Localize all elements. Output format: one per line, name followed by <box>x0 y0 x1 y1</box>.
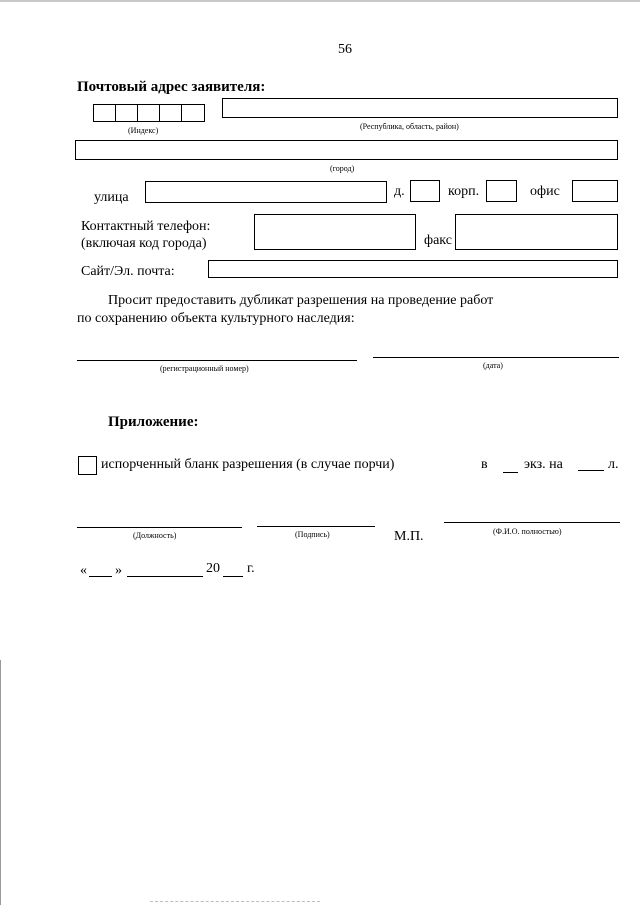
copies-count-line[interactable] <box>503 472 518 473</box>
region-field[interactable] <box>222 98 618 118</box>
office-field[interactable] <box>572 180 618 202</box>
position-caption: (Должность) <box>133 531 177 540</box>
office-label: офис <box>530 184 560 199</box>
year-suffix: г. <box>247 561 255 576</box>
building-field[interactable] <box>486 180 517 202</box>
scan-left-edge <box>0 660 1 905</box>
copies-in-label: в <box>481 457 488 472</box>
signature-caption: (Подпись) <box>295 530 330 539</box>
year-line[interactable] <box>223 576 243 577</box>
top-scan-edge <box>0 0 640 2</box>
postal-address-heading: Почтовый адрес заявителя: <box>77 79 266 95</box>
stamp-label: М.П. <box>394 529 424 544</box>
attachment-item-label: испорченный бланк разрешения (в случае порчи) <box>101 457 395 472</box>
fax-label: факс <box>424 233 452 248</box>
fullname-line[interactable] <box>444 522 620 523</box>
pages-label: л. <box>608 457 619 472</box>
date-close-quote: » <box>115 563 122 578</box>
postal-index-field[interactable] <box>93 104 205 122</box>
index-cell[interactable] <box>138 105 160 121</box>
phone-field[interactable] <box>254 214 416 250</box>
index-cell[interactable] <box>160 105 182 121</box>
fax-field[interactable] <box>455 214 618 250</box>
site-email-field[interactable] <box>208 260 618 278</box>
house-field[interactable] <box>410 180 440 202</box>
scan-bottom-marks <box>150 901 320 903</box>
signature-line[interactable] <box>257 526 375 527</box>
attachment-heading: Приложение: <box>108 414 199 430</box>
pages-count-line[interactable] <box>578 470 604 471</box>
phone-label-line1: Контактный телефон: <box>81 219 211 234</box>
region-caption: (Республика, область, район) <box>360 122 459 131</box>
street-label: улица <box>94 190 129 205</box>
index-cell[interactable] <box>116 105 138 121</box>
index-caption: (Индекс) <box>128 126 159 135</box>
registration-number-caption: (регистрационный номер) <box>160 364 249 373</box>
copies-label: экз. на <box>524 457 563 472</box>
city-caption: (город) <box>330 164 355 173</box>
index-cell[interactable] <box>182 105 204 121</box>
street-field[interactable] <box>145 181 387 203</box>
date-open-quote: « <box>80 563 87 578</box>
month-line[interactable] <box>127 576 203 577</box>
year-prefix: 20 <box>206 561 220 576</box>
request-text-line1: Просит предоставить дубликат разрешения на проведение работ <box>108 293 494 308</box>
fullname-caption: (Ф.И.О. полностью) <box>493 527 562 536</box>
house-label: д. <box>394 184 405 199</box>
date-line[interactable] <box>373 357 619 358</box>
request-text-line2: по сохранению объекта культурного наследия: <box>77 311 355 326</box>
building-label: корп. <box>448 184 480 199</box>
page-number: 56 <box>338 42 352 57</box>
position-line[interactable] <box>77 527 242 528</box>
damaged-form-checkbox[interactable] <box>78 456 97 475</box>
phone-label-line2: (включая код города) <box>81 236 207 251</box>
site-email-label: Сайт/Эл. почта: <box>81 264 175 279</box>
index-cell[interactable] <box>94 105 116 121</box>
date-caption: (дата) <box>483 361 503 370</box>
city-field[interactable] <box>75 140 618 160</box>
day-line[interactable] <box>89 576 112 577</box>
registration-number-line[interactable] <box>77 360 357 361</box>
